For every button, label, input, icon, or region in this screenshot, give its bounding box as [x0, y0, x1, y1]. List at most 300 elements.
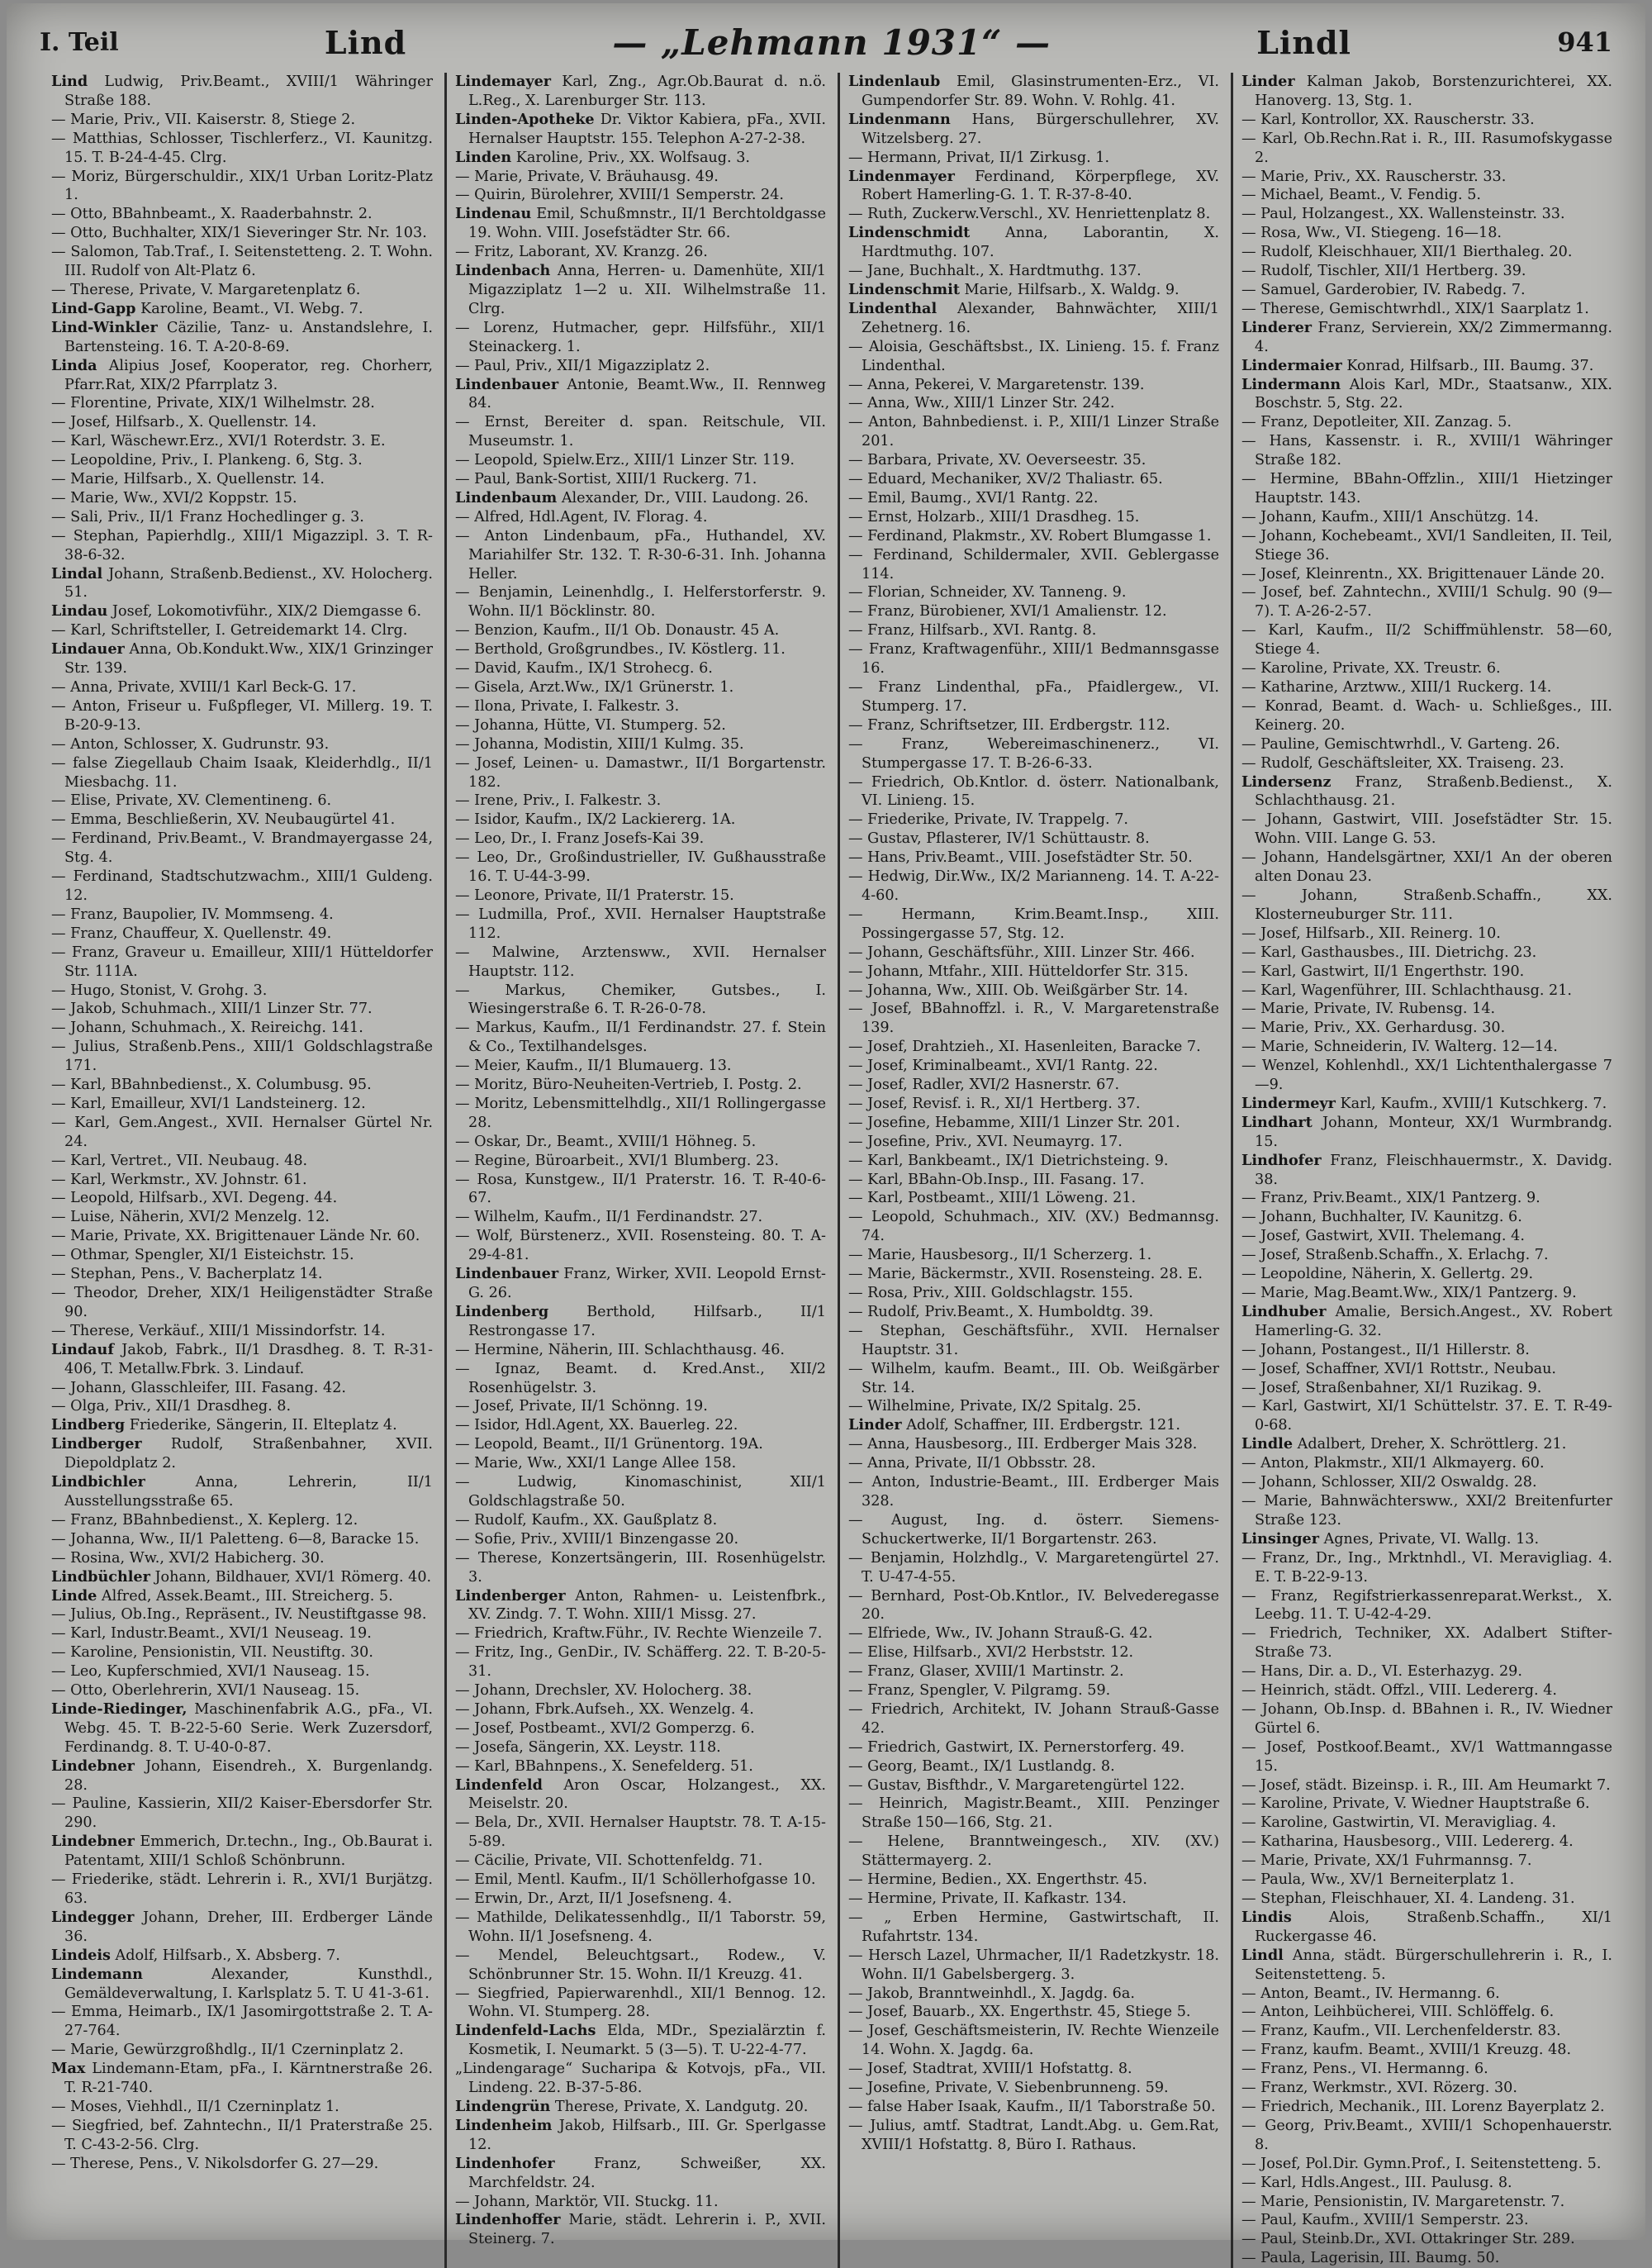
directory-entry: — Irene, Priv., I. Falkestr. 3. [455, 792, 662, 810]
directory-entry: — Berthold, Großgrundbes., IV. Köstlerg. 11. [455, 641, 786, 659]
directory-entry: — Wolf, Bürstenerz., XVII. Rosensteing. 80. T. A-29-4-81. [455, 1228, 826, 1264]
directory-entry: — Therese, Pens., V. Nikolsdorfer G. 27—29. [51, 2155, 379, 2172]
directory-entry: — Florentine, Private, XIX/1 Wilhelmstr. 28. [51, 395, 375, 412]
directory-entry: — Leo, Dr., Großindustrieller, IV. Gußhausstraße 16. T. U-44-3-99. [455, 849, 826, 886]
directory-entry: — Franz, Chauffeur, X. Quellenstr. 49. [51, 925, 332, 942]
directory-entry: — Siegfried, Papierwarenhdl., XII/1 Bennog. 12. Wohn. VI. Stumperg. 28. [455, 1985, 826, 2021]
directory-entry: Lindenhoffer Marie, städt. Lehrerin i. P., XVII. Steinerg. 7. [455, 2211, 826, 2248]
directory-entry: Linden Karoline, Priv., XX. Wolfsaug. 3. [455, 148, 750, 166]
directory-entry: Lindenberger Anton, Rahmen- u. Leistenfbrk., XV. Zindg. 7. T. Wohn. XIII/1 Missg. 27. [455, 1586, 826, 1624]
directory-entry: — Sali, Priv., II/1 Franz Hochedlinger g. 3. [51, 508, 364, 525]
directory-entry: — Johann, Marktör, VII. Stuckg. 11. [455, 2193, 719, 2210]
directory-entry: — Stephan, Papierhdlg., XIII/1 Migazzipl. 3. T. R-38-6-32. [51, 527, 433, 563]
directory-entry: — Leopoldine, Näherin, X. Gellertg. 29. [1241, 1266, 1534, 1283]
directory-entry: — Josef, Drahtzieh., XI. Hasenleiten, Baracke 7. [848, 1039, 1201, 1056]
directory-entry: — Karoline, Private, V. Wiedner Hauptstraße 6. [1241, 1795, 1590, 1813]
directory-entry: — Josef, Hilfsarb., XII. Reinerg. 10. [1241, 925, 1501, 942]
directory-entry: — Matthias, Schlosser, Tischlerferz., VI. Kaunitzg. 15. T. B-24-4-45. Clrg. [51, 130, 433, 166]
directory-entry: — Theodor, Dreher, XIX/1 Heiligenstädter Straße 90. [51, 1285, 433, 1320]
directory-entry: — Hermine, Private, II. Kafkastr. 134. [848, 1890, 1127, 1907]
right-running-head: Lindl [1256, 23, 1351, 61]
directory-entry: — Johanna, Hütte, VI. Stumperg. 52. [455, 716, 726, 734]
directory-entry: — Josef, Bauarb., XX. Engerthstr. 45, Stiege 5. [848, 2004, 1191, 2021]
directory-entry: — Paul, Holzangest., XX. Wallensteinstr. 33. [1241, 206, 1565, 223]
directory-entry: — Karl, BBahnbedienst., X. Columbusg. 95. [51, 1077, 372, 1094]
directory-entry: — Leopold, Hilfsarb., XVI. Degeng. 44. [51, 1190, 338, 1207]
directory-entry: — Franz, Kraftwagenführ., XIII/1 Bedmannsgasse 16. [848, 641, 1219, 678]
directory-entry: — Moriz, Bürgerschuldir., XIX/1 Urban Loritz-Platz 1. [51, 168, 433, 204]
directory-entry: Lindermeyr Karl, Kaufm., XVIII/1 Kutschkerg. 7. [1241, 1094, 1607, 1112]
directory-entry: — Leopold, Schuhmach., XIV. (XV.) Bedmannsg. 74. [848, 1209, 1219, 1245]
directory-entry: — Johann, Postangest., II/1 Hillerstr. 8. [1241, 1341, 1530, 1358]
directory-entry: — Fritz, Laborant, XV. Kranzg. 26. [455, 244, 708, 261]
directory-entry: — Bernhard, Post-Ob.Kntlor., IV. Belvederegasse 20. [848, 1587, 1219, 1624]
directory-entry: Lindeis Adolf, Hilfsarb., X. Absberg. 7. [51, 1946, 340, 1964]
directory-entry: — Olga, Priv., XII/1 Drasdheg. 8. [51, 1398, 292, 1415]
directory-entry: — Marie, Ww., XXI/1 Lange Allee 158. [455, 1455, 737, 1472]
directory-entry: — Friedrich, Ob.Kntlor. d. österr. Nationalbank, VI. Linieng. 15. [848, 773, 1219, 810]
directory-entry: — false Ziegellaub Chaim Isaak, Kleiderhdlg., II/1 Miesbachg. 11. [51, 754, 433, 791]
directory-entry: Lindenheim Jakob, Hilfsarb., III. Gr. Sperlgasse 12. [455, 2116, 826, 2153]
directory-entry: — Emma, Beschließerin, XV. Neubaugürtel 41. [51, 811, 396, 829]
directory-entry: — Mendel, Beleuchtgsart., Rodew., V. Schönbrunner Str. 15. Wohn. II/1 Kreuzg. 41. [455, 1947, 826, 1983]
directory-entry: — Marie, Private, XX. Brigittenauer Lände Nr. 60. [51, 1228, 420, 1245]
directory-entry: — Emil, Mentl. Kaufm., II/1 Schöllerhofgasse 10. [455, 1871, 816, 1889]
directory-entry: — Karl, Hdls.Angest., III. Paulusg. 8. [1241, 2174, 1512, 2191]
directory-entry: Lindenberg Berthold, Hilfsarb., II/1 Restrongasse 17. [455, 1302, 826, 1339]
directory-entry: — Elise, Hilfsarb., XVI/2 Herbststr. 12. [848, 1644, 1134, 1662]
directory-entry: — Karl, Postbeamt., XIII/1 Löweng. 21. [848, 1190, 1137, 1207]
directory-entry: — Elise, Private, XV. Clementineng. 6. [51, 792, 332, 810]
directory-entry: — Karl, Wäschewr.Erz., XVI/1 Roterdstr. 3. E. [51, 433, 386, 450]
directory-entry: — Paul, Kaufm., XVIII/1 Semperstr. 23. [1241, 2212, 1529, 2229]
directory-entry: — Stephan, Fleischhauer, XI. 4. Landeng. 31. [1241, 1890, 1575, 1907]
directory-entry: — Luise, Näherin, XVI/2 Menzelg. 12. [51, 1209, 330, 1226]
directory-entry: — Emil, Baumg., XVI/1 Rantg. 22. [848, 489, 1099, 506]
directory-entry: — Franz, Baupolier, IV. Mommseng. 4. [51, 906, 334, 923]
directory-entry: Lindauer Anna, Ob.Kondukt.Ww., XIX/1 Grinzinger Str. 139. [51, 640, 433, 678]
directory-entry: — Johann, Schuhmach., X. Reireichg. 141. [51, 1020, 363, 1037]
directory-entry: — false Haber Isaak, Kaufm., II/1 Taborstraße 50. [848, 2098, 1216, 2115]
directory-entry: — Marie, Gewürzgroßhdlg., II/1 Czerninplatz 2. [51, 2042, 404, 2059]
directory-entry: — Franz, Graveur u. Emailleur, XIII/1 Hütteldorfer Str. 111A. [51, 944, 433, 980]
directory-entry: — Therese, Private, V. Margaretenplatz 6. [51, 281, 361, 298]
directory-entry: — Friedrich, Gastwirt, IX. Pernerstorferg. 49. [848, 1738, 1185, 1756]
directory-entry: — Ferdinand, Priv.Beamt., V. Brandmayergasse 24, Stg. 4. [51, 830, 433, 867]
directory-entry: — Eduard, Mechaniker, XV/2 Thaliastr. 65. [848, 471, 1163, 488]
directory-entry: — Josef, Postbeamt., XVI/2 Gomperzg. 6. [455, 1719, 755, 1737]
directory-entry: — Josefine, Private, V. Siebenbrunneng. 59. [848, 2080, 1169, 2097]
directory-entry: — Julius, Straßenb.Pens., XIII/1 Goldschlagstraße 171. [51, 1039, 433, 1075]
directory-entry: Lindenmayer Ferdinand, Körperpflege, XV. Robert Hamerling-G. 1. T. R-37-8-40. [848, 167, 1219, 204]
directory-entry: — Leo, Kupferschmied, XVI/1 Nauseag. 15. [51, 1663, 370, 1681]
directory-entry: — Paul, Steinb.Dr., XVI. Ottakringer Str. 289. [1241, 2231, 1575, 2248]
directory-entry: — Friedrich, Techniker, XX. Adalbert Stifter-Straße 73. [1241, 1625, 1612, 1662]
directory-entry: — Pauline, Kassierin, XII/2 Kaiser-Ebersdorfer Str. 290. [51, 1795, 433, 1832]
directory-entry: — Johann, Straßenb.Schaffn., XX. Klosterneuburger Str. 111. [1241, 887, 1612, 923]
directory-entry: — Ruth, Zuckerw.Verschl., XV. Henriettenplatz 8. [848, 206, 1211, 223]
directory-entry: — Quirin, Bürolehrer, XVIII/1 Semperstr. 24. [455, 187, 785, 204]
directory-entry: Linder Adolf, Schaffner, III. Erdbergstr. 121. [848, 1416, 1180, 1434]
directory-entry: — Johanna, Ww., XIII. Ob. Weißgärber Str. 14. [848, 982, 1189, 999]
directory-entry: — Josef, Geschäftsmeisterin, IV. Rechte Wienzeile 14. Wohn. X. Jagdg. 6a. [848, 2023, 1219, 2059]
directory-entry: — Friedrich, Mechanik., III. Lorenz Bayerplatz 2. [1241, 2098, 1605, 2115]
directory-entry: — Stephan, Geschäftsführ., XVII. Hernalser Hauptstr. 31. [848, 1322, 1219, 1358]
directory-entry: — Franz, Dr., Ing., Mrktnhdl., VI. Meravigliag. 4. E. T. B-22-9-13. [1241, 1549, 1612, 1586]
directory-entry: Lindenbauer Antonie, Beamt.Ww., II. Rennweg 84. [455, 375, 826, 412]
directory-entry: — Karl, Kontrollor, XX. Rauscherstr. 33. [1241, 111, 1535, 128]
directory-entry: — Ilona, Private, I. Falkestr. 3. [455, 697, 680, 715]
directory-entry: — Wilhelm, kaufm. Beamt., III. Ob. Weißgärber Str. 14. [848, 1360, 1219, 1396]
directory-entry: Lindal Johann, Straßenb.Bedienst., XV. Holocherg. 51. [51, 564, 433, 601]
directory-entry: Lindermann Alois Karl, MDr., Staatsanw., XIX. Boschstr. 5, Stg. 22. [1241, 375, 1612, 412]
directory-entry: — Therese, Konzertsängerin, III. Rosenhügelstr. 3. [455, 1549, 826, 1586]
directory-entry: — Karl, Werkmstr., XV. Johnstr. 61. [51, 1171, 307, 1188]
directory-entry: — Hermann, Privat, II/1 Zirkusg. 1. [848, 149, 1110, 166]
directory-entry: — Ferdinand, Plakmstr., XV. Robert Blumgasse 1. [848, 527, 1212, 544]
directory-entry: — Johann, Gastwirt, VIII. Josefstädter Str. 15. Wohn. VIII. Lange G. 53. [1241, 811, 1612, 848]
directory-entry: — Karoline, Private, XX. Treustr. 6. [1241, 660, 1501, 678]
directory-entry: Linderer Franz, Servierein, XX/2 Zimmermanng. 4. [1241, 318, 1612, 355]
directory-entry: — Leonore, Private, II/1 Praterstr. 15. [455, 887, 734, 904]
directory-entry: — Josef, Pol.Dir. Gymn.Prof., I. Seitenstetteng. 5. [1241, 2155, 1602, 2172]
directory-entry: — Franz, Priv.Beamt., XIX/1 Pantzerg. 9. [1241, 1190, 1540, 1207]
directory-entry: Linsinger Agnes, Private, VI. Wallg. 13. [1241, 1529, 1540, 1548]
directory-entry: — Josef, Straßenbahner, XI/1 Ruzikag. 9. [1241, 1379, 1542, 1396]
directory-entry: „Lindengarage“ Sucharipa & Kotvojs, pFa., VII. Lindeng. 22. B-37-5-86. [455, 2061, 826, 2097]
directory-entry: — Marie, Ww., XVI/2 Koppstr. 15. [51, 489, 297, 506]
directory-entry: Lindebner Emmerich, Dr.techn., Ing., Ob.Baurat i. Patentamt, XIII/1 Schloß Schönbrunn. [51, 1833, 433, 1870]
page-header [40, 18, 1612, 66]
directory-entry: — Josefa, Sängerin, XX. Leystr. 118. [455, 1738, 721, 1756]
directory-entry: — Franz, kaufm. Beamt., XVIII/1 Kreuzg. 48. [1241, 2042, 1572, 2059]
directory-entry: — Heinrich, städt. Offzl., VIII. Ledererg. 4. [1241, 1682, 1557, 1700]
directory-entry: — Leopold, Spielw.Erz., XIII/1 Linzer Str. 119. [455, 452, 795, 469]
directory-entry: — Siegfried, bef. Zahntechn., II/1 Praterstraße 25. T. C-43-2-56. Clrg. [51, 2117, 433, 2153]
directory-entry: — Otto, Buchhalter, XIX/1 Sieveringer Str. Nr. 103. [51, 225, 427, 242]
directory-entry: — Ernst, Holzarb., XIII/1 Drasdheg. 15. [848, 508, 1140, 525]
directory-entry: — Othmar, Spengler, XI/1 Eisteichstr. 15. [51, 1247, 354, 1264]
directory-entry: Lindau Josef, Lokomotivführ., XIX/2 Diemgasse 6. [51, 602, 422, 620]
directory-entry: — Johann, Ob.Insp. d. BBahnen i. R., IV. Wiedner Gürtel 6. [1241, 1700, 1612, 1737]
directory-entry: — Marie, Bäckermstr., XVII. Rosensteing. 28. E. [848, 1266, 1203, 1283]
directory-entry: — Heinrich, Magistr.Beamt., XIII. Penzinger Straße 150—166, Stg. 21. [848, 1795, 1219, 1832]
directory-entry: — Georg, Priv.Beamt., XVIII/1 Schopenhauerstr. 8. [1241, 2117, 1612, 2153]
directory-entry: — Josef, Revisf. i. R., XI/1 Hertberg. 37. [848, 1095, 1141, 1112]
directory-entry: — Marie, Priv., XX. Gerhardusg. 30. [1241, 1020, 1506, 1037]
directory-columns [51, 73, 1612, 2267]
directory-entry: Lindenthal Alexander, Bahnwächter, XIII/1 Zehetnerg. 16. [848, 299, 1219, 336]
directory-entry: — Rudolf, Tischler, XII/1 Hertberg. 39. [1241, 263, 1526, 280]
directory-entry: Lindenlaub Emil, Glasinstrumenten-Erz., VI. Gumpendorfer Str. 89. Wohn. V. Rohlg. 41. [848, 73, 1219, 109]
directory-entry: Lindermaier Konrad, Hilfsarb., III. Baumg. 37. [1241, 356, 1594, 374]
directory-entry: Lindengrün Therese, Private, X. Landgutg. 20. [455, 2097, 809, 2115]
directory-entry: — Otto, Oberlehrerin, XVI/1 Nauseag. 15. [51, 1682, 360, 1700]
directory-entry: — Rudolf, Priv.Beamt., X. Humboldtg. 39. [848, 1303, 1154, 1320]
directory-entry: — Anna, Private, XVIII/1 Karl Beck-G. 17. [51, 679, 357, 696]
directory-entry: — Oskar, Dr., Beamt., XVIII/1 Höhneg. 5. [455, 1133, 757, 1150]
directory-entry: — Benzion, Kaufm., II/1 Ob. Donaustr. 45 A. [455, 622, 780, 640]
directory-entry: — Josef, Kriminalbeamt., XVI/1 Rantg. 22. [848, 1058, 1158, 1075]
directory-entry: — Helene, Branntweingesch., XIV. (XV.) Stättermayerg. 2. [848, 1833, 1219, 1870]
directory-entry: — Anton, Friseur u. Fußpfleger, VI. Millerg. 19. T. B-20-9-13. [51, 697, 433, 734]
directory-entry: — Johann, Glasschleifer, III. Fasang. 42. [51, 1379, 346, 1396]
directory-entry: — Hersch Lazel, Uhrmacher, II/1 Radetzkystr. 18. Wohn. II/1 Gabelsbergerg. 3. [848, 1947, 1219, 1983]
directory-entry: — Alfred, Hdl.Agent, IV. Florag. 4. [455, 508, 708, 525]
directory-entry: — Josef, Radler, XVI/2 Hasnerstr. 67. [848, 1077, 1120, 1094]
directory-entry: — Josefine, Priv., XVI. Neumayrg. 17. [848, 1133, 1123, 1150]
directory-entry: Linda Alipius Josef, Kooperator, reg. Chorherr, Pfarr.Rat, XIX/2 Pfarrplatz 3. [51, 356, 433, 393]
directory-entry: — Ludwig, Kinomaschinist, XII/1 Goldschlagstraße 50. [455, 1474, 826, 1510]
directory-entry: — Benjamin, Holzhdlg., V. Margaretengürtel 27. T. U-47-4-55. [848, 1549, 1219, 1586]
directory-entry: Lindbichler Anna, Lehrerin, II/1 Ausstellungsstraße 65. [51, 1473, 433, 1510]
directory-entry: — Friederike, Private, IV. Trappelg. 7. [848, 811, 1128, 829]
directory-entry: Lindbüchler Johann, Bildhauer, XVI/1 Römerg. 40. [51, 1567, 432, 1586]
directory-entry: — Johann, Kochebeamt., XVI/1 Sandleiten, II. Teil, Stiege 36. [1241, 527, 1612, 563]
directory-entry: — Marie, Priv., XX. Rauscherstr. 33. [1241, 168, 1507, 185]
directory-entry: Lindenfeld Aron Oscar, Holzangest., XX. Meiselstr. 20. [455, 1776, 826, 1813]
directory-entry: — Regine, Büroarbeit., XVI/1 Blumberg. 23. [455, 1152, 779, 1169]
directory-entry: — Markus, Kaufm., II/1 Ferdinandstr. 27. f. Stein & Co., Textilhandelsges. [455, 1020, 826, 1056]
directory-entry: — Karoline, Pensionistin, VII. Neustiftg. 30. [51, 1644, 373, 1662]
directory-entry: — Jakob, Branntweinhdl., X. Jagdg. 6a. [848, 1985, 1135, 2002]
directory-entry: — Karl, Schriftsteller, I. Getreidemarkt 14. Clrg. [51, 622, 408, 640]
directory-page [7, 3, 1645, 2267]
directory-entry: — Hans, Kassenstr. i. R., XVIII/1 Währinger Straße 182. [1241, 433, 1612, 469]
directory-entry: — Josef, Hilfsarb., X. Quellenstr. 14. [51, 414, 317, 431]
directory-entry: Lindenbaum Alexander, Dr., VIII. Laudong. 26. [455, 488, 809, 506]
directory-entry: — Pauline, Gemischtwrhdl., V. Garteng. 26. [1241, 735, 1560, 753]
directory-entry: — Marie, Mag.Beamt.Ww., XIX/1 Pantzerg. 9. [1241, 1285, 1577, 1301]
directory-entry: — Rudolf, Kleischhauer, XII/1 Bierthaleg. 20. [1241, 244, 1573, 261]
directory-entry: Lindenmann Hans, Bürgerschullehrer, XV. Witzelsberg. 27. [848, 110, 1219, 147]
directory-entry: — Karl, Kaufm., II/2 Schiffmühlenstr. 58—60, Stiege 4. [1241, 622, 1612, 659]
column-1 [51, 73, 433, 2268]
directory-entry: — Karl, Vertret., VII. Neubaug. 48. [51, 1152, 308, 1169]
directory-entry: — Konrad, Beamt. d. Wach- u. Schließges., III. Keinerg. 20. [1241, 697, 1612, 734]
directory-entry: Lindhart Johann, Monteur, XX/1 Wurmbrandg. 15. [1241, 1113, 1612, 1150]
directory-entry: — Karl, Gasthausbes., III. Dietrichg. 23. [1241, 944, 1537, 961]
directory-entry: Lindauf Jakob, Fabrk., II/1 Drasdheg. 8. T. R-31-406, T. Metallw.Fbrk. 3. Lindauf. [51, 1340, 433, 1377]
directory-entry: — Lorenz, Hutmacher, gepr. Hilfsführ., XII/1 Steinackerg. 1. [455, 319, 826, 355]
directory-entry: — Josef, BBahnoffzl. i. R., V. Margaretenstraße 139. [848, 1001, 1219, 1037]
directory-entry: Lindebner Johann, Eisendreh., X. Burgenlandg. 28. [51, 1757, 433, 1794]
directory-entry: — Wenzel, Kohlenhdl., XX/1 Lichtenthalergasse 7—9. [1241, 1058, 1612, 1094]
column-4 [1231, 73, 1612, 2268]
directory-entry: — Josef, Stadtrat, XVIII/1 Hofstattg. 8. [848, 2061, 1132, 2078]
directory-entry: — Wilhelmine, Private, IX/2 Spitalg. 25. [848, 1398, 1142, 1415]
directory-entry: Lindhofer Franz, Fleischhauermstr., X. Davidg. 38. [1241, 1151, 1612, 1188]
directory-entry: — Johann, Geschäftsführ., XIII. Linzer Str. 466. [848, 944, 1195, 961]
directory-entry: — Hedwig, Dir.Ww., IX/2 Marianneng. 14. T. A-22-4-60. [848, 868, 1219, 904]
directory-entry: — Anton, Beamt., IV. Hermanng. 6. [1241, 1985, 1500, 2002]
directory-entry: Lind-Gapp Karoline, Beamt., VI. Webg. 7. [51, 299, 363, 317]
directory-entry: — Therese, Gemischtwrhdl., XIX/1 Saarplatz 1. [1241, 300, 1589, 317]
directory-entry: — Cäcilie, Private, VII. Schottenfeldg. 71. [455, 1852, 763, 1870]
directory-entry: — Marie, Private, IV. Rubensg. 14. [1241, 1001, 1496, 1018]
directory-entry: — Anton, Industrie-Beamt., III. Erdberger Mais 328. [848, 1474, 1219, 1510]
directory-entry: — Franz, Schriftsetzer, III. Erdbergstr. 112. [848, 716, 1170, 734]
directory-entry: — Johann, Fbrk.Aufseh., XX. Wenzelg. 4. [455, 1700, 754, 1718]
directory-entry: — Karl, Industr.Beamt., XVI/1 Neuseag. 19. [51, 1625, 372, 1643]
directory-entry: — Johann, Kaufm., XIII/1 Anschützg. 14. [1241, 508, 1539, 525]
directory-entry: — Franz, Werkmstr., XVI. Rözerg. 30. [1241, 2080, 1517, 2097]
directory-entry: Lindenbauer Franz, Wirker, XVII. Leopold Ernst-G. 26. [455, 1265, 826, 1301]
directory-entry: — Johann, Handelsgärtner, XXI/1 An der oberen alten Donau 23. [1241, 849, 1612, 886]
directory-entry: — Stephan, Pens., V. Bacherplatz 14. [51, 1266, 323, 1283]
directory-entry: — Friedrich, Architekt, IV. Johann Strauß-Gasse 42. [848, 1700, 1219, 1737]
directory-entry: — Karl, Bankbeamt., IX/1 Dietrichsteing. 9. [848, 1152, 1169, 1169]
directory-entry: — Julius, amtf. Stadtrat, Landt.Abg. u. Gem.Rat, XVIII/1 Hofstattg. 8, Büro I. Rathaus. [848, 2117, 1219, 2153]
directory-entry: — Rosina, Ww., XVI/2 Habicherg. 30. [51, 1549, 325, 1567]
directory-entry: — Josef, Straßenb.Schaffn., X. Erlachg. 7. [1241, 1247, 1549, 1264]
directory-entry: — Erwin, Dr., Arzt, II/1 Josefsneng. 4. [455, 1890, 733, 1907]
directory-entry: — Michael, Beamt., V. Fendig. 5. [1241, 187, 1482, 204]
directory-entry: — Josef, Postkoof.Beamt., XV/1 Wattmanngasse 15. [1241, 1738, 1612, 1775]
directory-entry: — Marie, Private, XX/1 Fuhrmannsg. 7. [1241, 1852, 1532, 1870]
page-number: 941 [1557, 26, 1612, 58]
directory-entry: Lindenau Emil, Schußmnstr., II/1 Berchtoldgasse 19. Wohn. VIII. Josefstädter Str. 66. [455, 205, 826, 242]
column-3 [838, 73, 1219, 2268]
directory-entry: — Franz, Glaser, XVIII/1 Martinstr. 2. [848, 1663, 1124, 1681]
directory-entry: — Karl, BBahn-Ob.Insp., III. Fasang. 17. [848, 1171, 1145, 1188]
directory-entry: — Meier, Kaufm., II/1 Blumauerg. 13. [455, 1058, 732, 1075]
directory-entry: — Josef, städt. Bizeinsp. i. R., III. Am Heumarkt 7. [1241, 1776, 1611, 1794]
directory-entry: — Julius, Ob.Ing., Repräsent., IV. Neustiftgasse 98. [51, 1606, 427, 1624]
directory-entry: — Samuel, Garderobier, IV. Rabedg. 7. [1241, 281, 1526, 298]
column-2 [444, 73, 826, 2268]
page-title: — „Lehmann 1931“ — [612, 21, 1051, 63]
directory-entry: Lindl Anna, städt. Bürgerschullehrerin i. R., I. Seitenstetteng. 5. [1241, 1946, 1612, 1983]
directory-entry: — Markus, Chemiker, Gutsbes., I. Wiesingerstraße 6. T. R-26-0-78. [455, 982, 826, 1018]
directory-entry: — Paula, Lagerisin, III. Baumg. 50. [1241, 2250, 1500, 2267]
directory-entry: — Paul, Priv., XII/1 Migazziplatz 2. [455, 357, 710, 374]
directory-entry: — Anton, Schlosser, X. Gudrunstr. 93. [51, 735, 330, 753]
directory-entry: Lindenfeld-Lachs Elda, MDr., Spezialärztin f. Kosmetik, I. Neumarkt. 5 (3—5). T. U-22-4-77. [455, 2022, 826, 2059]
directory-entry: — Katharine, Arztww., XIII/1 Ruckerg. 14. [1241, 679, 1552, 696]
directory-entry: — Josef, bef. Zahntechn., XVIII/1 Schulg. 90 (9—7). T. A-26-2-57. [1241, 584, 1612, 620]
directory-entry: — Karl, Gastwirt, XI/1 Schüttelstr. 37. E. T. R-49-0-68. [1241, 1398, 1612, 1434]
directory-entry: — Franz Lindenthal, pFa., Pfaidlergew., VI. Stumperg. 17. [848, 679, 1219, 715]
directory-entry: Max Lindemann-Etam, pFa., I. Kärntnerstraße 26. T. R-21-740. [51, 2060, 433, 2097]
directory-entry: — Friedrich, Kraftw.Führ., IV. Rechte Wienzeile 7. [455, 1625, 823, 1643]
section-label: I. Teil [40, 27, 119, 57]
directory-entry: — Florian, Schneider, XV. Tanneng. 9. [848, 584, 1127, 601]
directory-entry: Lindemann Alexander, Kunsthdl., Gemäldeverwaltung, I. Karlsplatz 5. T. U 41-3-61. [51, 1965, 433, 2002]
directory-entry: — Karl, Wagenführer, III. Schlachthausg. 21. [1241, 982, 1572, 999]
directory-entry: — Salomon, Tab.Traf., I. Seitenstetteng. 2. T. Wohn. III. Rudolf von Alt-Platz 6. [51, 244, 433, 280]
directory-entry: — Fritz, Ing., GenDir., IV. Schäfferg. 22. T. B-20-5-31. [455, 1644, 826, 1681]
directory-entry: — Johann, Drechsler, XV. Holocherg. 38. [455, 1682, 752, 1700]
directory-entry: — Benjamin, Leinenhdlg., I. Helferstorferstr. 9. Wohn. II/1 Böcklinstr. 80. [455, 584, 826, 620]
directory-entry: — Rosa, Ww., VI. Stiegeng. 16—18. [1241, 225, 1502, 242]
directory-entry: — Karl, BBahnpens., X. Senefelderg. 51. [455, 1757, 753, 1775]
directory-entry: — Hermine, BBahn-Offzlin., XIII/1 Hietzinger Hauptstr. 143. [1241, 471, 1612, 506]
left-running-head: Lind [324, 23, 407, 61]
directory-entry: — Gustav, Bisfthdr., V. Margaretengürtel 122. [848, 1776, 1185, 1794]
directory-entry: — Marie, Hausbesorg., II/1 Scherzerg. 1. [848, 1247, 1152, 1264]
directory-entry: — Hugo, Stonist, V. Grohg. 3. [51, 982, 268, 999]
directory-entry: — Isidor, Hdl.Agent, XX. Bauerleg. 22. [455, 1417, 738, 1434]
directory-entry: — Ferdinand, Stadtschutzwachm., XIII/1 Guldeng. 12. [51, 868, 433, 904]
directory-entry: — Paula, Ww., XV/1 Berneiterplatz 1. [1241, 1871, 1515, 1889]
directory-entry: — Anton, Plakmstr., XII/1 Alkmayerg. 60. [1241, 1455, 1545, 1472]
directory-entry: — Georg, Beamt., IX/1 Lustlandg. 8. [848, 1757, 1115, 1775]
directory-entry: — Anton, Bahnbedienst. i. P., XIII/1 Linzer Straße 201. [848, 414, 1219, 450]
directory-entry: — Hermann, Krim.Beamt.Insp., XIII. Possingergasse 57, Stg. 12. [848, 906, 1219, 942]
directory-entry: Linder Kalman Jakob, Borstenzurichterei, XX. Hanoverg. 13, Stg. 1. [1241, 73, 1612, 109]
directory-entry: — Rosa, Priv., XIII. Goldschlagstr. 155. [848, 1285, 1133, 1301]
directory-entry: — Ignaz, Beamt. d. Kred.Anst., XII/2 Rosenhügelstr. 3. [455, 1360, 826, 1396]
directory-entry: — Josef, Leinen- u. Damastwr., II/1 Borgartenstr. 182. [455, 754, 826, 791]
directory-entry: — Johanna, Modistin, XIII/1 Kulmg. 35. [455, 735, 744, 753]
directory-entry: — Hans, Dir. a. D., VI. Esterhazyg. 29. [1241, 1663, 1522, 1681]
directory-entry: Lindenschmidt Anna, Laborantin, X. Hardtmuthg. 107. [848, 224, 1219, 261]
directory-entry: Linde Alfred, Assek.Beamt., III. Streicherg. 5. [51, 1586, 393, 1605]
directory-entry: Lindle Adalbert, Dreher, X. Schröttlerg. 21. [1241, 1435, 1567, 1453]
directory-entry: — Emma, Heimarb., IX/1 Jasomirgottstraße 2. T. A-27-764. [51, 2004, 433, 2040]
directory-entry: Lindersenz Franz, Straßenb.Bedienst., X. Schlachthausg. 21. [1241, 773, 1612, 810]
directory-entry: — Franz, Spengler, V. Pilgramg. 59. [848, 1682, 1111, 1700]
directory-entry: — Otto, BBahnbeamt., X. Raaderbahnstr. 2. [51, 206, 373, 223]
directory-entry: — Karl, Ob.Rechn.Rat i. R., III. Rasumofskygasse 2. [1241, 130, 1612, 166]
directory-entry: — Johann, Mtfahr., XIII. Hütteldorfer Str. 315. [848, 963, 1189, 980]
directory-entry: — Rosa, Kunstgew., II/1 Praterstr. 16. T. R-40-6-67. [455, 1171, 826, 1207]
directory-entry: — Bela, Dr., XVII. Hernalser Hauptstr. 78. T. A-15-5-89. [455, 1814, 826, 1851]
directory-entry: — Marie, Schneiderin, IV. Walterg. 12—14. [1241, 1039, 1558, 1056]
directory-entry: — Josefine, Hebamme, XIII/1 Linzer Str. 201. [848, 1114, 1180, 1131]
directory-entry: — Franz, BBahnbedienst., X. Keplerg. 12. [51, 1511, 358, 1529]
directory-entry: — Rudolf, Geschäftsleiter, XX. Traiseng. 23. [1241, 754, 1564, 772]
directory-entry: — Moritz, Büro-Neuheiten-Vertrieb, I. Postg. 2. [455, 1077, 802, 1094]
directory-entry: — Therese, Verkäuf., XIII/1 Missindorfstr. 14. [51, 1322, 386, 1339]
directory-entry: — Aloisia, Geschäftsbst., IX. Linieng. 15. f. Franz Lindenthal. [848, 338, 1219, 374]
directory-entry: — August, Ing. d. österr. Siemens-Schuckertwerke, II/1 Borgartenstr. 263. [848, 1511, 1219, 1548]
directory-entry: — Josef, Private, II/1 Schönng. 19. [455, 1398, 708, 1415]
directory-entry: — Franz, Kaufm., VII. Lerchenfelderstr. 83. [1241, 2023, 1561, 2040]
directory-entry: — Anna, Ww., XIII/1 Linzer Str. 242. [848, 395, 1115, 412]
directory-entry: — Wilhelm, Kaufm., II/1 Ferdinandstr. 27. [455, 1209, 763, 1226]
directory-entry: — Karoline, Gastwirtin, VI. Meravigliag. 4. [1241, 1814, 1556, 1832]
directory-entry: — Franz, Hilfsarb., XVI. Rantg. 8. [848, 622, 1097, 640]
directory-entry: Lindenbach Anna, Herren- u. Damenhüte, XII/1 Migazziplatz 1—2 u. XII. Wilhelmstraße 11. Clrg. [455, 262, 826, 317]
directory-entry: Lind-Winkler Cäzilie, Tanz- u. Anstandslehre, I. Bartensteing. 16. T. A-20-8-69. [51, 318, 433, 355]
directory-entry: Lindhuber Amalie, Bersich.Angest., XV. Robert Hamerling-G. 32. [1241, 1302, 1612, 1339]
directory-entry: Lindberg Friederike, Sängerin, II. Elteplatz 4. [51, 1416, 397, 1434]
directory-entry: — Franz, Regifstrierkassenreparat.Werkst., X. Leebg. 11. T. U-42-4-29. [1241, 1587, 1612, 1624]
directory-entry: Linden-Apotheke Dr. Viktor Kabiera, pFa., XVII. Hernalser Hauptstr. 155. Telephon A-27-2-38. [455, 110, 826, 147]
directory-entry: — Barbara, Private, XV. Oeverseestr. 35. [848, 452, 1146, 469]
directory-entry: — Elfriede, Ww., IV. Johann Strauß-G. 42. [848, 1625, 1153, 1643]
directory-entry: — Anna, Hausbesorg., III. Erdberger Mais 328. [848, 1436, 1198, 1453]
directory-entry: — Marie, Private, V. Bräuhausg. 49. [455, 168, 719, 185]
directory-entry: Lindenschmit Marie, Hilfsarb., X. Waldg. 9. [848, 280, 1180, 298]
directory-entry: — Jakob, Schuhmach., XIII/1 Linzer Str. 77. [51, 1001, 373, 1018]
directory-entry: Lindegger Johann, Dreher, III. Erdberger Lände 36. [51, 1908, 433, 1945]
directory-entry: — „ Erben Hermine, Gastwirtschaft, II. Rufahrtstr. 134. [848, 1909, 1219, 1945]
directory-entry: Lindberger Rudolf, Straßenbahner, XVII. Diepoldplatz 2. [51, 1435, 433, 1472]
directory-entry: — Josef, Schaffner, XVI/1 Rottstr., Neubau. [1241, 1360, 1557, 1377]
directory-entry: — Paul, Bank-Sortist, XIII/1 Ruckerg. 71. [455, 471, 757, 488]
directory-entry: — Gustav, Pflasterer, IV/1 Schüttaustr. 8. [848, 830, 1150, 848]
directory-entry: — Anna, Private, II/1 Obbsstr. 28. [848, 1455, 1096, 1472]
directory-entry: — Friederike, städt. Lehrerin i. R., XVI/1 Burjätzg. 63. [51, 1871, 433, 1907]
directory-entry: — Johann, Buchhalter, IV. Kaunitzg. 6. [1241, 1209, 1522, 1226]
directory-entry: — Franz, Pens., VI. Hermanng. 6. [1241, 2061, 1488, 2078]
directory-entry: — Anton, Leihbücherei, VIII. Schlöffelg. 6. [1241, 2004, 1555, 2021]
directory-entry: — Mathilde, Delikatessenhdlg., II/1 Taborstr. 59, Wohn. II/1 Josefsneng. 4. [455, 1909, 826, 1945]
directory-entry: Lind Ludwig, Priv.Beamt., XVIII/1 Währinger Straße 188. [51, 73, 433, 109]
